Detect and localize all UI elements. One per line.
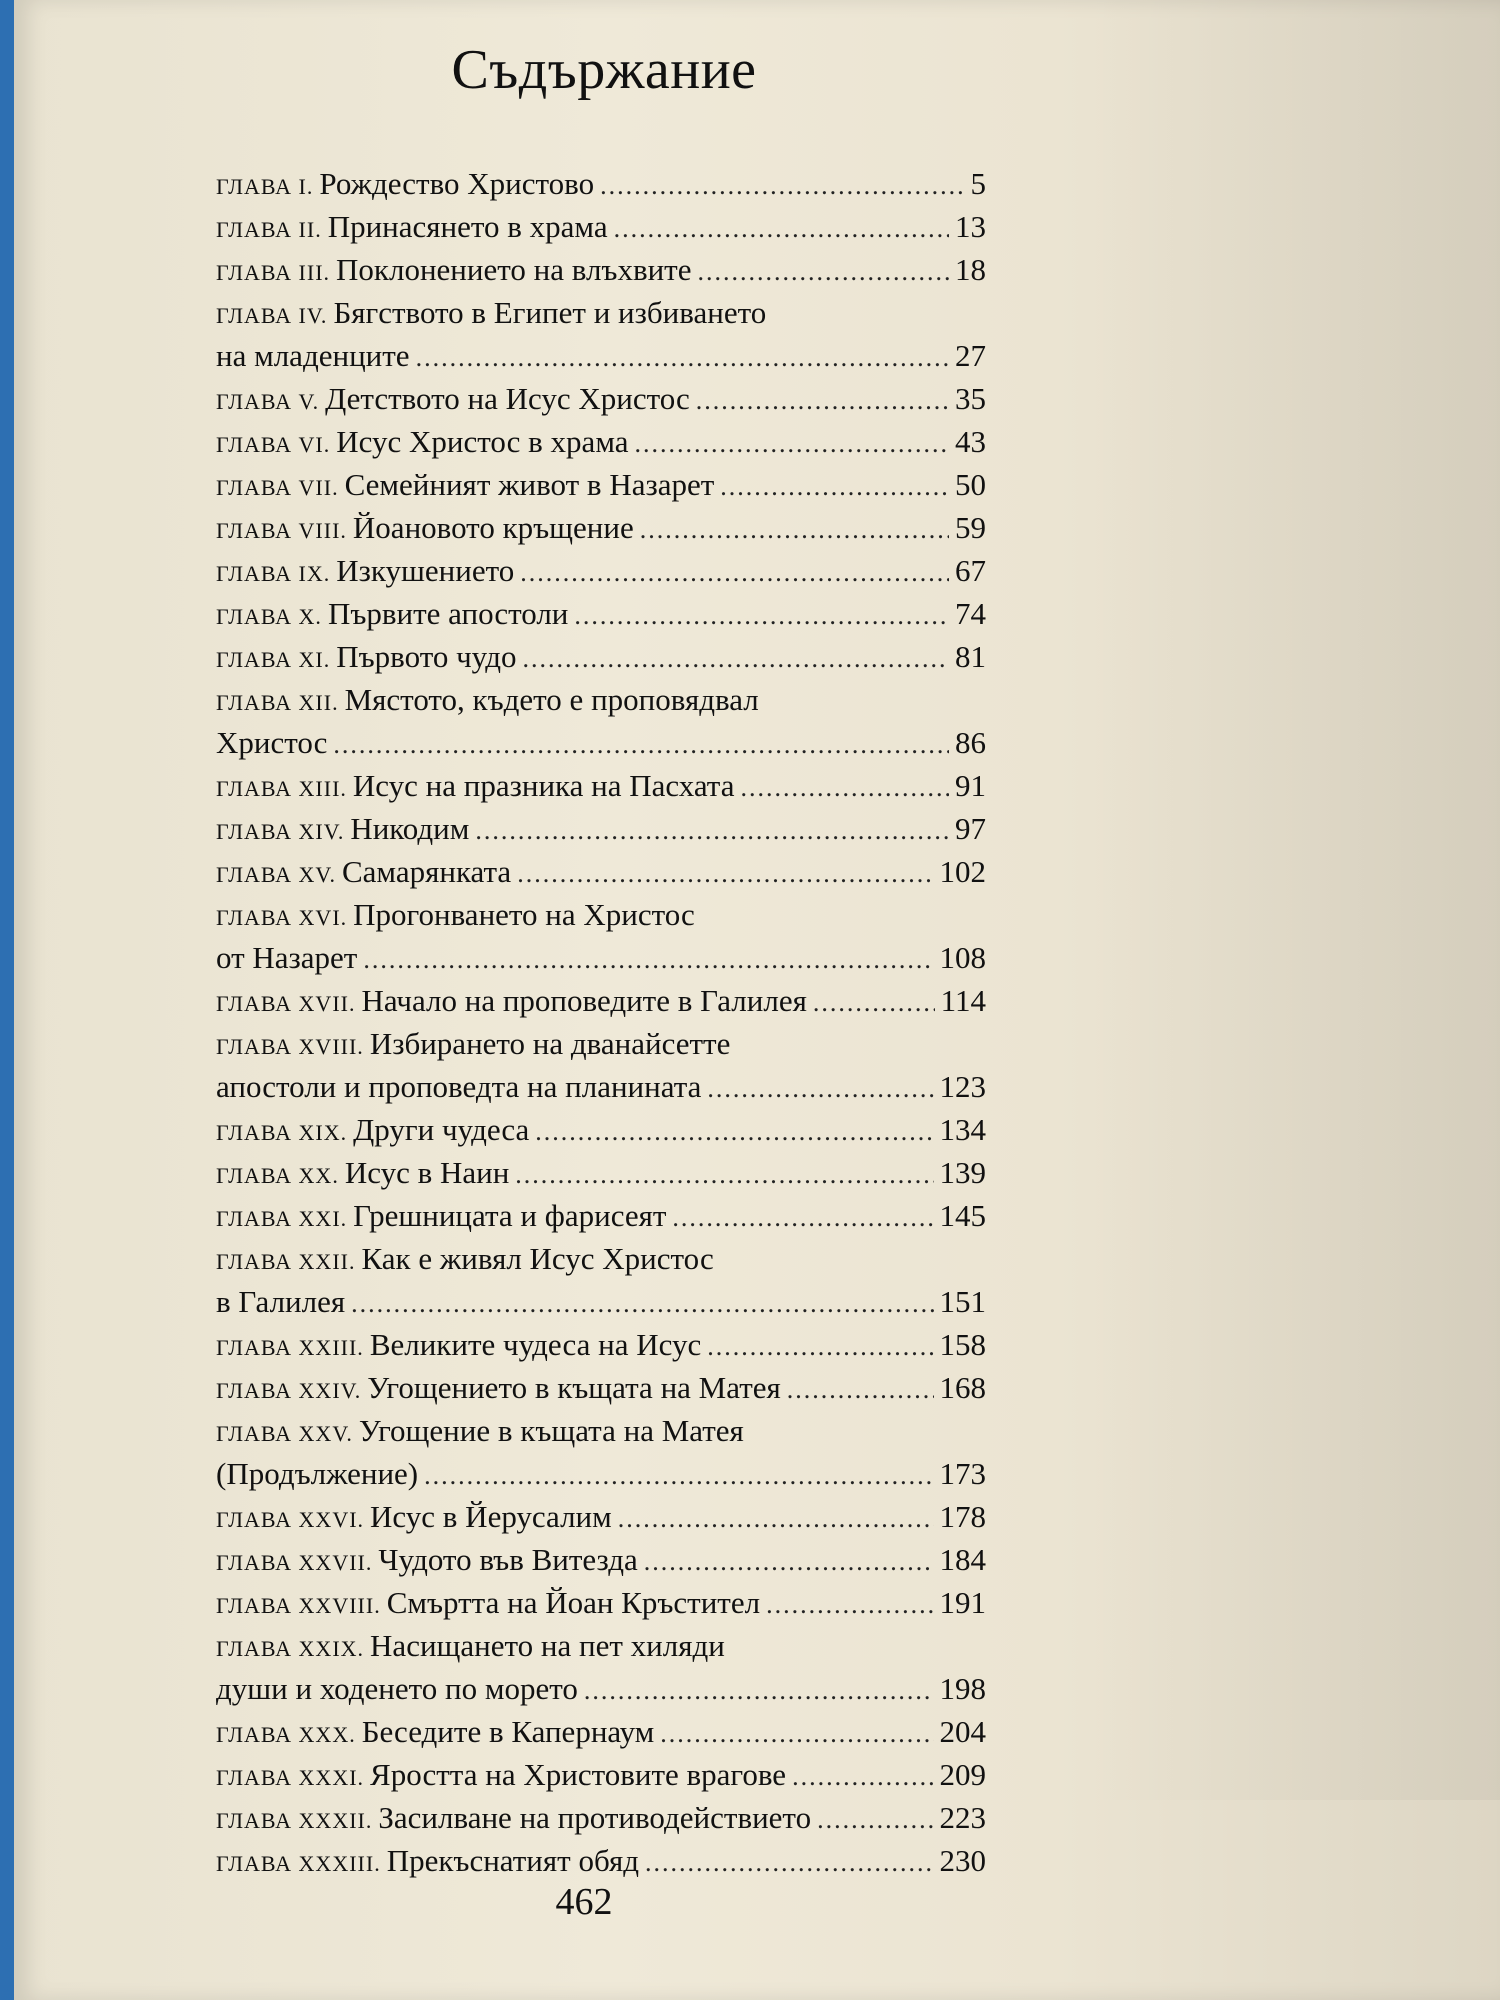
chapter-page-number: 81 — [955, 639, 986, 674]
chapter-title: Исус на празника на Пасхата — [352, 768, 735, 803]
chapter-label: ГЛАВА XXIX. — [216, 1636, 365, 1661]
chapter-page-number: 35 — [955, 381, 986, 416]
toc-line — [216, 678, 986, 721]
chapter-page-number: 50 — [955, 467, 986, 502]
chapter-page-number: 223 — [939, 1800, 986, 1835]
chapter-page-number: 27 — [955, 338, 986, 373]
table-of-contents — [216, 162, 986, 1882]
toc-line — [216, 979, 986, 1022]
dot-leader — [333, 723, 949, 766]
dot-leader — [475, 809, 949, 852]
dot-leader — [787, 1368, 934, 1411]
chapter-title: в Галилея — [216, 1284, 346, 1319]
toc-line — [216, 1323, 986, 1366]
chapter-label: ГЛАВА XXIII. — [216, 1335, 364, 1360]
chapter-title: Как е живял Исус Христос — [361, 1241, 714, 1276]
chapter-page-number: 230 — [939, 1843, 986, 1878]
dot-leader — [792, 1755, 933, 1798]
chapter-page-number: 86 — [955, 725, 986, 760]
dot-leader — [618, 1497, 934, 1540]
chapter-page-number: 198 — [939, 1671, 986, 1706]
chapter-page-number: 209 — [939, 1757, 986, 1792]
chapter-page-number: 114 — [940, 983, 986, 1018]
toc-line — [216, 1796, 986, 1839]
dot-leader — [416, 336, 949, 379]
toc-line — [216, 1194, 986, 1237]
chapter-title: Угощение в къщата на Матея — [358, 1413, 744, 1448]
chapter-label: ГЛАВА XV. — [216, 862, 336, 887]
dot-leader — [517, 852, 933, 895]
dot-leader — [707, 1067, 933, 1110]
chapter-page-number: 168 — [939, 1370, 986, 1405]
chapter-label: ГЛАВА XXXII. — [216, 1808, 373, 1833]
chapter-title: Семейният живот в Назарет — [344, 467, 715, 502]
chapter-title: Никодим — [350, 811, 470, 846]
chapter-label: ГЛАВА XXVIII. — [216, 1593, 381, 1618]
chapter-label: ГЛАВА XXI. — [216, 1206, 348, 1231]
chapter-label: ГЛАВА XXXI. — [216, 1765, 365, 1790]
toc-line — [216, 893, 986, 936]
dot-leader — [634, 422, 949, 465]
chapter-title: Рождество Христово — [319, 166, 595, 201]
chapter-label: ГЛАВА XI. — [216, 647, 331, 672]
toc-line — [216, 1839, 986, 1882]
chapter-label: ГЛАВА XXX. — [216, 1722, 356, 1747]
dot-leader — [351, 1282, 933, 1325]
chapter-label: ГЛАВА XXXIII. — [216, 1851, 381, 1876]
chapter-page-number: 184 — [939, 1542, 986, 1577]
dot-leader — [584, 1669, 934, 1712]
chapter-label: ГЛАВА XII. — [216, 690, 339, 715]
chapter-title: Избирането на дванайсетте — [369, 1026, 731, 1061]
toc-line — [216, 1108, 986, 1151]
dot-leader — [696, 379, 949, 422]
dot-leader — [660, 1712, 933, 1755]
chapter-title: апостоли и проповедта на планината — [216, 1069, 702, 1104]
toc-line — [216, 506, 986, 549]
dot-leader — [424, 1454, 933, 1497]
dot-leader — [707, 1325, 933, 1368]
toc-line — [216, 1022, 986, 1065]
chapter-label: ГЛАВА XVIII. — [216, 1034, 364, 1059]
chapter-page-number: 5 — [970, 166, 986, 201]
dot-leader — [766, 1583, 933, 1626]
chapter-title: Йоановото кръщение — [352, 510, 634, 545]
chapter-title: Първото чудо — [336, 639, 517, 674]
toc-line — [216, 162, 986, 205]
chapter-label: ГЛАВА II. — [216, 217, 322, 242]
toc-line — [216, 936, 986, 979]
chapter-page-number: 67 — [955, 553, 986, 588]
toc-line — [216, 291, 986, 334]
toc-line — [216, 764, 986, 807]
chapter-label: ГЛАВА XVII. — [216, 991, 356, 1016]
chapter-label: ГЛАВА VII. — [216, 475, 339, 500]
chapter-title: Самарянката — [342, 854, 512, 889]
chapter-title: Христос — [216, 725, 328, 760]
chapter-label: ГЛАВА XXV. — [216, 1421, 353, 1446]
chapter-title: Принасянето в храма — [327, 209, 608, 244]
chapter-title: Исус в Наин — [344, 1155, 510, 1190]
dot-leader — [740, 766, 949, 809]
chapter-title: Други чудеса — [353, 1112, 530, 1147]
chapter-page-number: 102 — [939, 854, 986, 889]
toc-line — [216, 205, 986, 248]
chapter-label: ГЛАВА VIII. — [216, 518, 347, 543]
chapter-title: Засилване на противодействието — [378, 1800, 812, 1835]
chapter-page-number: 134 — [939, 1112, 986, 1147]
toc-line — [216, 334, 986, 377]
chapter-title: Мястото, където е проповядвал — [344, 682, 759, 717]
toc-line — [216, 1065, 986, 1108]
chapter-label: ГЛАВА XIII. — [216, 776, 347, 801]
chapter-page-number: 151 — [939, 1284, 986, 1319]
chapter-title: Грешницата и фарисеят — [353, 1198, 667, 1233]
chapter-label: ГЛАВА III. — [216, 260, 331, 285]
chapter-label: ГЛАВА XVI. — [216, 905, 348, 930]
toc-line — [216, 592, 986, 635]
chapter-label: ГЛАВА XIX. — [216, 1120, 348, 1145]
chapter-title: Смъртта на Йоан Кръстител — [386, 1585, 761, 1620]
chapter-page-number: 158 — [939, 1327, 986, 1362]
chapter-title: Прекъснатият обяд — [386, 1843, 639, 1878]
toc-line — [216, 1581, 986, 1624]
toc-line — [216, 1495, 986, 1538]
book-page — [14, 0, 1500, 2000]
chapter-page-number: 59 — [955, 510, 986, 545]
toc-line — [216, 635, 986, 678]
toc-line — [216, 1237, 986, 1280]
chapter-label: ГЛАВА XXII. — [216, 1249, 356, 1274]
chapter-label: ГЛАВА XX. — [216, 1163, 339, 1188]
toc-line — [216, 1409, 986, 1452]
chapter-label: ГЛАВА X. — [216, 604, 322, 629]
chapter-label: ГЛАВА V. — [216, 389, 320, 414]
chapter-title: Угощението в къщата на Матея — [367, 1370, 781, 1405]
chapter-title: Изкушението — [336, 553, 515, 588]
chapter-title: Исус Христос в храма — [336, 424, 629, 459]
chapter-title: Начало на проповедите в Галилея — [361, 983, 807, 1018]
dot-leader — [523, 637, 950, 680]
chapter-page-number: 123 — [939, 1069, 986, 1104]
bleed-through-shade — [1080, 0, 1500, 1800]
dot-leader — [640, 508, 949, 551]
chapter-page-number: 97 — [955, 811, 986, 846]
toc-line — [216, 1280, 986, 1323]
chapter-label: ГЛАВА I. — [216, 174, 314, 199]
chapter-title: Бягството в Египет и избиването — [333, 295, 767, 330]
chapter-title: Беседите в Капернаум — [361, 1714, 655, 1749]
chapter-title: от Назарет — [216, 940, 358, 975]
chapter-title: Прогонването на Христос — [353, 897, 695, 932]
dot-leader — [644, 1540, 934, 1583]
toc-line — [216, 420, 986, 463]
chapter-page-number: 108 — [939, 940, 986, 975]
toc-line — [216, 807, 986, 850]
toc-line — [216, 1452, 986, 1495]
toc-line — [216, 377, 986, 420]
chapter-title: Великите чудеса на Исус — [369, 1327, 702, 1362]
dot-leader — [698, 250, 950, 293]
dot-leader — [672, 1196, 933, 1239]
chapter-title: Чудото във Витезда — [378, 1542, 638, 1577]
chapter-page-number: 43 — [955, 424, 986, 459]
toc-line — [216, 1624, 986, 1667]
dot-leader — [614, 207, 949, 250]
chapter-label: ГЛАВА VI. — [216, 432, 331, 457]
chapter-title: Първите апостоли — [327, 596, 569, 631]
chapter-page-number: 191 — [939, 1585, 986, 1620]
dot-leader — [535, 1110, 933, 1153]
chapter-page-number: 173 — [939, 1456, 986, 1491]
chapter-page-number: 139 — [939, 1155, 986, 1190]
chapter-title: Детството на Исус Христос — [325, 381, 690, 416]
toc-line — [216, 549, 986, 592]
dot-leader — [817, 1798, 933, 1841]
toc-line — [216, 1538, 986, 1581]
dot-leader — [720, 465, 949, 508]
chapter-page-number: 91 — [955, 768, 986, 803]
chapter-label: ГЛАВА XIV. — [216, 819, 345, 844]
toc-line — [216, 1667, 986, 1710]
dot-leader — [645, 1841, 934, 1884]
chapter-title: Яростта на Христовите врагове — [370, 1757, 787, 1792]
toc-line — [216, 1753, 986, 1796]
chapter-label: ГЛАВА XXIV. — [216, 1378, 362, 1403]
dot-leader — [600, 164, 964, 207]
toc-line — [216, 1710, 986, 1753]
chapter-label: ГЛАВА IX. — [216, 561, 331, 586]
chapter-title: (Продължение) — [216, 1456, 419, 1491]
dot-leader — [574, 594, 949, 637]
dot-leader — [515, 1153, 933, 1196]
page-number: 462 — [555, 1881, 613, 1923]
chapter-title: на младенците — [216, 338, 410, 373]
chapter-title: Насищането на пет хиляди — [370, 1628, 725, 1663]
chapter-label: ГЛАВА XXVII. — [216, 1550, 373, 1575]
chapter-page-number: 74 — [955, 596, 986, 631]
toc-line — [216, 248, 986, 291]
chapter-page-number: 18 — [955, 252, 986, 287]
chapter-title: Исус в Йерусалим — [370, 1499, 612, 1534]
dot-leader — [813, 981, 935, 1024]
dot-leader — [363, 938, 933, 981]
dot-leader — [520, 551, 949, 594]
chapter-page-number: 13 — [955, 209, 986, 244]
chapter-page-number: 178 — [939, 1499, 986, 1534]
chapter-page-number: 204 — [939, 1714, 986, 1749]
chapter-title: Поклонението на влъхвите — [336, 252, 692, 287]
toc-line — [216, 1151, 986, 1194]
toc-line — [216, 850, 986, 893]
page-title: Съдържание — [451, 39, 757, 101]
chapter-label: ГЛАВА XXVI. — [216, 1507, 365, 1532]
toc-line — [216, 1366, 986, 1409]
toc-line — [216, 721, 986, 764]
toc-line — [216, 463, 986, 506]
chapter-page-number: 145 — [939, 1198, 986, 1233]
chapter-label: ГЛАВА IV. — [216, 303, 328, 328]
chapter-title: души и ходенето по морето — [216, 1671, 578, 1706]
